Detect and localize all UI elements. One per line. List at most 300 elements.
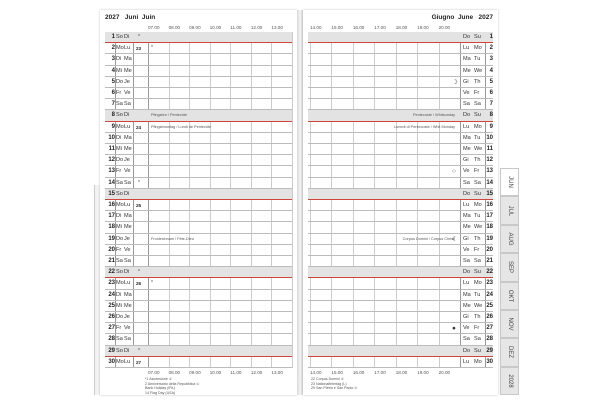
moon-phase-icon: ☾ (452, 235, 458, 243)
day-number: 12 (108, 157, 115, 164)
weekday-fr: Sa (124, 258, 131, 264)
day-row-right (308, 110, 493, 121)
day-number-right: 10 (486, 134, 493, 141)
footnote: 22 Corpus Domini ① (311, 377, 344, 381)
weekday-fr: Lu (124, 123, 131, 130)
holiday-name-left: Pfingstmontag / Lundi de Pentecôte (151, 124, 212, 129)
day-row-right (308, 32, 493, 43)
day-number-right: 23 (486, 280, 493, 287)
day-number-right: 8 (489, 112, 493, 119)
weekday-fr: Di (124, 34, 130, 40)
day-row-right (308, 77, 493, 88)
weekday-de: Do (116, 157, 124, 164)
weekday-en: Tu (474, 291, 481, 298)
weekday-de: Mi (116, 224, 122, 231)
day-row-right (308, 334, 493, 345)
hour-label: 07.00 (148, 370, 160, 375)
day-number: 14 (108, 179, 115, 186)
weekday-fr: Ma (124, 56, 132, 63)
weekday-de: Di (116, 213, 122, 220)
day-row-left (105, 256, 292, 267)
weekday-de: Do (116, 78, 124, 85)
day-row-left (105, 110, 292, 121)
weekday-de: Do (116, 235, 124, 242)
day-row-left (105, 122, 292, 133)
week-number: 26 (136, 281, 142, 287)
weekday-fr: Me (124, 146, 132, 152)
day-row-right (308, 133, 493, 144)
hour-label: 08.00 (168, 25, 181, 30)
day-number: 15 (108, 190, 115, 197)
weekday-it: Me (463, 224, 471, 231)
day-row-right (308, 155, 493, 166)
day-number-right: 21 (486, 258, 493, 264)
day-row-left (105, 144, 292, 155)
weekday-it: Lu (463, 45, 470, 52)
weekday-fr: Ma (124, 291, 132, 298)
day-number: 28 (108, 336, 115, 343)
weekday-en: Fr (474, 90, 480, 96)
weekday-en: Sa (474, 258, 481, 264)
hour-label: 11.00 (230, 25, 242, 30)
weekday-de: So (116, 34, 123, 40)
day-number-right: 30 (486, 358, 493, 365)
hour-label: 08.00 (168, 370, 181, 375)
weekday-en: Th (474, 235, 481, 242)
weekday-fr: Di (124, 269, 130, 276)
weekday-it: Sa (463, 258, 470, 264)
hour-label: 10.00 (209, 25, 222, 30)
day-number: 19 (108, 235, 115, 242)
moon-phase-icon: ☽ (452, 78, 458, 86)
day-number: 23 (108, 280, 115, 287)
day-number: 17 (108, 213, 115, 220)
month-tab-label: JUL (506, 205, 513, 216)
day-number: 30 (108, 358, 115, 365)
footnote: 23 Nationalfeiertag (L) (311, 381, 347, 386)
day-row-right (308, 54, 493, 65)
right-footnotes (311, 377, 358, 391)
month-tab-label: NOV (506, 317, 513, 331)
year-label-right: 2027 (478, 14, 493, 21)
weekday-en: Sa (474, 179, 481, 186)
day-number-right: 9 (489, 123, 493, 130)
weekday-it: Do (463, 190, 471, 197)
month-tab-label: 2028 (506, 374, 513, 388)
weekday-en: Su (474, 269, 481, 276)
left-page (100, 10, 297, 395)
day-row-left (105, 290, 292, 301)
holiday-name-left: Fronleichnam / Fête-Dieu (151, 236, 194, 241)
day-row-left (105, 77, 292, 88)
weekday-it: Me (463, 302, 471, 309)
hour-label: 11.00 (230, 370, 242, 375)
day-row-right (308, 88, 493, 99)
weekday-de: Mi (116, 146, 122, 152)
weekday-de: Fr (116, 90, 122, 96)
weekday-it: Ve (463, 325, 470, 332)
month-tab-label: SEP (506, 261, 513, 274)
weekday-fr: Je (124, 157, 130, 164)
day-number-right: 18 (486, 224, 493, 231)
holiday-marker: * (138, 34, 140, 40)
day-number: 9 (111, 123, 115, 130)
day-row-right (308, 267, 493, 278)
day-number: 7 (111, 101, 115, 108)
day-row-right (308, 122, 493, 133)
weekday-en: Tu (474, 56, 481, 63)
day-row-left (105, 133, 292, 144)
holiday-name-right: Corpus Domini / Corpus Christi (402, 236, 455, 241)
day-row-left (105, 245, 292, 256)
day-row-left (105, 155, 292, 166)
left-hours-bottom (105, 370, 292, 376)
day-row-right (308, 346, 493, 357)
right-page-header (432, 14, 493, 21)
weekday-it: Me (463, 67, 471, 74)
day-number: 21 (108, 258, 115, 264)
weekday-fr: Me (124, 224, 132, 231)
month-tab[interactable] (500, 196, 519, 224)
weekday-en: Su (474, 34, 481, 40)
day-number-right: 20 (486, 246, 493, 253)
day-row-right (308, 256, 493, 267)
day-row-left (105, 200, 292, 211)
weekday-en: Th (474, 157, 481, 164)
weekday-en: We (474, 146, 483, 152)
day-number: 3 (111, 56, 115, 63)
weekday-it: Sa (463, 101, 470, 108)
weekday-de: Mo (116, 280, 124, 287)
day-number-right: 13 (486, 168, 493, 175)
day-number: 27 (108, 325, 115, 332)
month-tab[interactable] (500, 310, 519, 338)
left-footnotes (145, 377, 200, 395)
day-row-right (308, 245, 493, 256)
weekday-en: Mo (474, 358, 482, 365)
day-row-left (105, 312, 292, 323)
day-number: 13 (108, 168, 115, 175)
weekday-it: Gi (463, 314, 469, 320)
weekday-fr: Lu (124, 358, 131, 365)
day-number: 20 (108, 246, 115, 253)
month-tab-label: OKT (506, 289, 513, 302)
day-number-right: 15 (486, 190, 493, 197)
day-row-right (308, 189, 493, 200)
day-number-right: 7 (489, 101, 493, 108)
holiday-name-right: Pentecoste / Whitsunday (413, 113, 455, 118)
right-hours-top (308, 25, 493, 31)
day-number: 8 (111, 112, 115, 119)
month-tab[interactable] (500, 367, 519, 395)
left-hours-top (105, 25, 292, 31)
weekday-de: Do (116, 314, 124, 320)
hour-label: 17.00 (374, 370, 386, 375)
weekday-en: Tu (474, 213, 481, 220)
day-number-right: 19 (486, 235, 493, 242)
weekday-it: Lu (463, 202, 470, 208)
weekday-it: Ve (463, 246, 470, 253)
month-tab[interactable] (500, 338, 519, 366)
hour-label: 15.00 (331, 370, 343, 375)
hour-label: 09.00 (189, 25, 201, 30)
weekday-de: Fr (116, 246, 122, 253)
weekday-fr: Je (124, 78, 130, 85)
hour-label: 14.00 (310, 25, 322, 30)
day-row-left (105, 357, 292, 368)
day-number-right: 1 (489, 34, 493, 40)
hour-label: 15.00 (331, 25, 343, 30)
day-number: 29 (108, 347, 115, 354)
month-tabs (500, 168, 519, 395)
weekday-en: Sa (474, 101, 481, 108)
week-number: 24 (136, 124, 142, 130)
hour-label: 16.00 (352, 25, 365, 30)
day-row-left (105, 43, 292, 54)
day-number-right: 27 (486, 325, 493, 332)
day-row-right (308, 312, 493, 323)
hour-label: 13.00 (271, 25, 283, 30)
moon-phase-icon: ○ (452, 168, 456, 176)
month-it-label: Giugno (431, 14, 455, 21)
month-tab-label: DEZ (506, 346, 513, 359)
weekday-fr: Lu (124, 45, 131, 52)
weekday-en: Mo (474, 45, 482, 52)
weekday-en: Mo (474, 202, 482, 208)
month-fr-label: Juin (141, 14, 156, 21)
day-number: 6 (111, 90, 115, 96)
weekday-de: Sa (116, 336, 123, 343)
weekday-en: Fr (474, 168, 480, 175)
hour-label: 19.00 (417, 25, 429, 30)
day-row-left (105, 301, 292, 312)
day-number: 24 (108, 291, 115, 298)
day-row-left (105, 66, 292, 77)
day-row-left (105, 346, 292, 357)
holiday-name-left: Pfingsten / Pentecôte (151, 113, 188, 118)
day-number: 25 (108, 302, 115, 309)
day-row-right (308, 144, 493, 155)
weekday-en: Mo (474, 280, 482, 287)
day-row-right (308, 301, 493, 312)
hour-label: 18.00 (395, 25, 408, 30)
day-row-right (308, 278, 493, 289)
day-row-right (308, 323, 493, 334)
hour-label: 13.00 (271, 370, 283, 375)
day-number-right: 24 (486, 291, 493, 298)
holiday-marker: * (138, 347, 140, 354)
day-row-left (105, 278, 292, 289)
day-number: 4 (111, 67, 115, 74)
day-number-right: 17 (486, 213, 493, 220)
hour-label: 10.00 (209, 370, 222, 375)
weekday-en: Mo (474, 123, 482, 130)
day-row-left (105, 211, 292, 222)
holiday-marker: * (138, 179, 140, 186)
weekday-it: Gi (463, 235, 469, 242)
footnote: 14 Flag Day (USA) (145, 390, 176, 395)
day-number: 18 (108, 224, 115, 231)
day-number-right: 5 (489, 78, 493, 85)
day-row-right (308, 166, 493, 177)
day-row-right (308, 290, 493, 301)
hour-label: 20.00 (438, 25, 451, 30)
day-row-right (308, 222, 493, 233)
month-tab[interactable] (500, 282, 519, 310)
weekday-it: Ma (463, 56, 471, 63)
month-tab-label: AUG (506, 232, 513, 246)
hour-gridline (292, 32, 293, 368)
day-row-left (105, 267, 292, 278)
day-row-right (308, 66, 493, 77)
weekday-en: Su (474, 112, 481, 119)
weekday-en: Su (474, 347, 481, 354)
weekday-fr: Sa (124, 336, 131, 343)
weekday-en: Fr (474, 325, 480, 332)
weekday-it: Ve (463, 168, 470, 175)
weekday-it: Lu (463, 123, 470, 130)
right-page (303, 10, 498, 395)
footnote: *1 Ascensione ① (145, 377, 172, 381)
weekday-en: Su (474, 190, 481, 197)
day-number-right: 25 (486, 302, 493, 309)
day-row-left (105, 99, 292, 110)
day-row-left (105, 222, 292, 233)
weekday-fr: Je (124, 235, 130, 242)
day-row-right (308, 99, 493, 110)
day-number: 26 (108, 314, 115, 320)
weekday-de: Mo (116, 358, 124, 365)
weekday-it: Me (463, 146, 471, 152)
weekday-de: So (116, 112, 123, 119)
weekday-it: Do (463, 347, 471, 354)
weekday-de: Mi (116, 302, 122, 309)
weekday-fr: Ve (124, 246, 131, 253)
weekday-fr: Di (124, 347, 130, 354)
moon-phase-icon: ● (452, 325, 456, 333)
weekday-de: Di (116, 134, 122, 141)
day-number-right: 22 (486, 269, 493, 276)
weekday-it: Ma (463, 213, 471, 220)
day-row-left (105, 323, 292, 334)
weekday-en: We (474, 224, 483, 231)
weekday-fr: Ma (124, 213, 132, 220)
month-tab-label: JUN (506, 176, 513, 189)
hour-label: 12.00 (250, 25, 263, 30)
weekday-en: We (474, 302, 483, 309)
month-tab[interactable] (500, 225, 519, 253)
weekday-it: Lu (463, 280, 470, 287)
weekday-de: So (116, 269, 123, 276)
day-number-right: 28 (486, 336, 493, 343)
left-page-header (105, 14, 155, 21)
day-row-left (105, 54, 292, 65)
day-row-left (105, 166, 292, 177)
day-number: 16 (108, 202, 115, 208)
hour-label: 16.00 (352, 370, 365, 375)
weekday-de: Sa (116, 179, 123, 186)
day-row-right (308, 200, 493, 211)
weekday-fr: Sa (124, 101, 131, 108)
month-en-label: June (457, 14, 474, 21)
month-tab[interactable] (500, 168, 519, 196)
left-day-rows (105, 32, 292, 368)
day-number-right: 14 (486, 179, 493, 186)
weekday-de: Mo (116, 202, 124, 208)
day-number: 1 (111, 34, 115, 40)
weekday-de: Sa (116, 101, 123, 108)
day-number-right: 6 (489, 90, 493, 96)
hour-label: 14.00 (310, 370, 322, 375)
weekday-fr: Di (124, 190, 130, 197)
day-row-left (105, 334, 292, 345)
footnote: Bank Holiday (IRL) (145, 386, 176, 390)
day-row-right (308, 357, 493, 368)
day-row-right (308, 178, 493, 189)
day-number: 2 (111, 45, 115, 52)
day-number-right: 29 (486, 347, 493, 354)
weekday-fr: Lu (124, 202, 131, 208)
holiday-marker: * (151, 45, 153, 52)
month-de-label: Juni (124, 14, 139, 21)
weekday-fr: Me (124, 67, 132, 74)
holiday-name-right: Lunedì di Pentecoste / Whit Monday (394, 124, 455, 129)
week-number: 27 (136, 359, 142, 365)
day-number: 10 (108, 134, 115, 141)
holiday-marker: * (138, 269, 140, 276)
weekday-de: Fr (116, 168, 122, 175)
month-tab[interactable] (500, 253, 519, 281)
weekday-en: Th (474, 78, 481, 85)
footnote: 2 Anniversario della Repubblica ① (145, 381, 200, 386)
weekday-it: Lu (463, 358, 470, 365)
weekday-fr: Sa (124, 179, 131, 186)
weekday-it: Do (463, 34, 471, 40)
weekday-it: Gi (463, 157, 469, 164)
hour-label: 18.00 (395, 370, 408, 375)
weekday-it: Sa (463, 179, 470, 186)
day-number-right: 4 (489, 67, 493, 74)
footnote: 29 San Pietro e San Paolo ① (311, 386, 358, 390)
weekday-fr: Ve (124, 90, 131, 96)
weekday-it: Do (463, 269, 471, 276)
day-number: 22 (108, 269, 115, 276)
day-number-right: 2 (489, 45, 493, 52)
day-row-right (308, 211, 493, 222)
weekday-it: Do (463, 112, 471, 119)
day-number-right: 16 (486, 202, 493, 208)
weekday-de: So (116, 190, 123, 197)
hour-label: 07.00 (148, 25, 160, 30)
hour-label: 19.00 (417, 370, 429, 375)
weekday-it: Ve (463, 90, 470, 96)
day-number-right: 12 (486, 157, 493, 164)
hour-label: 17.00 (374, 25, 386, 30)
weekday-en: Fr (474, 246, 480, 253)
weekday-en: Tu (474, 134, 481, 141)
day-number-right: 3 (489, 56, 493, 63)
weekday-de: Di (116, 291, 122, 298)
day-number-right: 26 (486, 314, 493, 320)
weekday-fr: Me (124, 302, 132, 309)
right-hours-bottom (308, 370, 493, 376)
day-number: 5 (111, 78, 115, 85)
weekday-it: Ma (463, 291, 471, 298)
day-row-left (105, 234, 292, 245)
weekday-de: Mi (116, 67, 122, 74)
weekday-de: Fr (116, 325, 122, 332)
day-row-right (308, 43, 493, 54)
